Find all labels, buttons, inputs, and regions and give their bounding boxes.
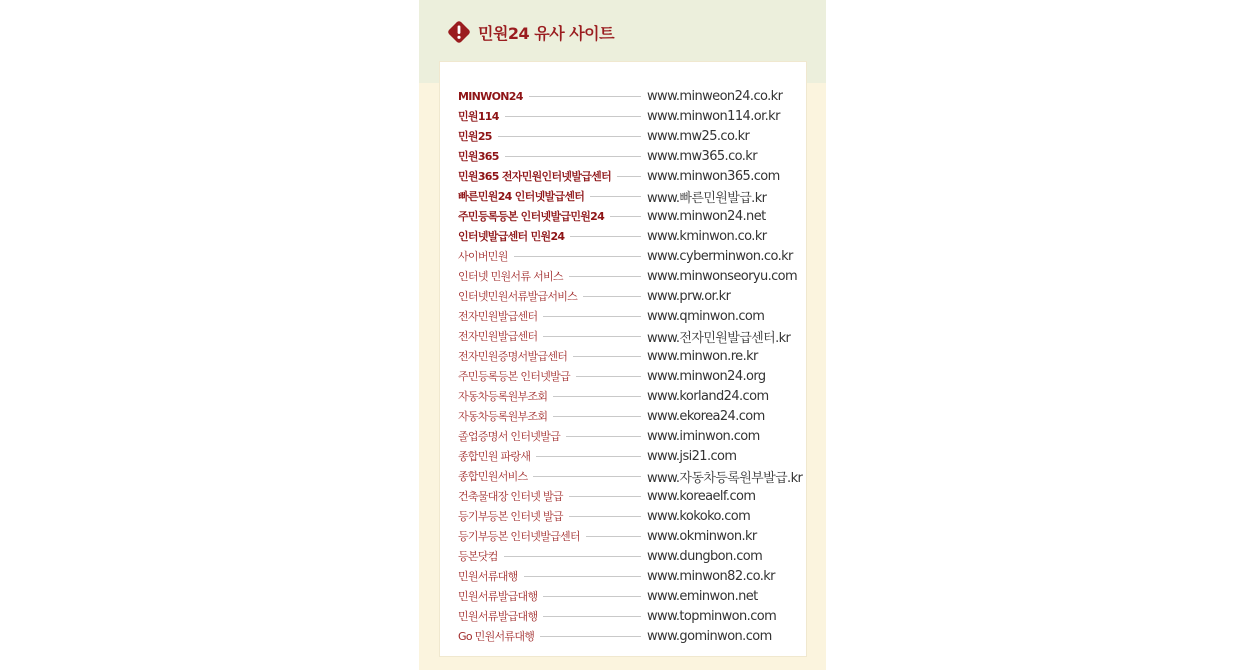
leader-line xyxy=(553,416,641,417)
site-name: MINWON24 xyxy=(458,89,523,103)
leader-line xyxy=(504,556,641,557)
site-url-link[interactable]: www.jsi21.com xyxy=(647,448,737,464)
site-url-link[interactable]: www.kokoko.com xyxy=(647,508,751,524)
list-item[interactable] xyxy=(458,546,803,566)
leader-line xyxy=(573,356,641,357)
site-name: 인터넷 민원서류 서비스 xyxy=(458,270,563,283)
site-name: 종합민원서비스 xyxy=(458,470,528,483)
list-item[interactable] xyxy=(458,186,803,206)
site-name: 민원365 전자민원인터넷발급센터 xyxy=(458,170,612,183)
site-url-link[interactable]: www.okminwon.kr xyxy=(647,528,757,544)
site-url-link[interactable]: www.prw.or.kr xyxy=(647,288,731,304)
site-name: 민원114 xyxy=(458,110,499,123)
leader-line xyxy=(610,216,641,217)
leader-line xyxy=(498,136,641,137)
list-item[interactable] xyxy=(458,526,803,546)
leader-line xyxy=(505,156,641,157)
site-url-link[interactable]: www.iminwon.com xyxy=(647,428,760,444)
site-url-link[interactable]: www.전자민원발급센터.kr xyxy=(647,330,791,346)
site-list-card xyxy=(439,61,807,657)
site-name: 전자민원발급센터 xyxy=(458,330,538,343)
site-name: 빠른민원24 인터넷발급센터 xyxy=(458,190,585,203)
leader-line xyxy=(536,456,641,457)
site-url-link[interactable]: www.minwon.re.kr xyxy=(647,348,758,364)
site-name: 등기부등본 인터넷 발급 xyxy=(458,510,563,523)
site-name: 등본닷컴 xyxy=(458,550,498,563)
leader-line xyxy=(543,596,641,597)
site-url-link[interactable]: www.korland24.com xyxy=(647,388,769,404)
site-url-link[interactable]: www.qminwon.com xyxy=(647,308,765,324)
list-item[interactable] xyxy=(458,266,803,286)
leader-line xyxy=(569,516,641,517)
leader-line xyxy=(570,236,641,237)
site-url-link[interactable]: www.topminwon.com xyxy=(647,608,777,624)
site-url-link[interactable]: www.minwon24.net xyxy=(647,208,766,224)
site-name: 사이버민원 xyxy=(458,250,508,263)
list-item[interactable] xyxy=(458,126,803,146)
leader-line xyxy=(543,336,641,337)
site-url-link[interactable]: www.minwon82.co.kr xyxy=(647,568,775,584)
list-item[interactable] xyxy=(458,566,803,586)
site-url-link[interactable]: www.dungbon.com xyxy=(647,548,763,564)
site-name: 전자민원증명서발급센터 xyxy=(458,350,568,363)
leader-line xyxy=(505,116,641,117)
site-name: 민원365 xyxy=(458,150,499,163)
site-name: 주민등록등본 인터넷발급민원24 xyxy=(458,210,605,223)
page-title: 민원24 유사 사이트 xyxy=(478,23,615,43)
list-item[interactable] xyxy=(458,586,803,606)
site-url-link[interactable]: www.minwon114.or.kr xyxy=(647,108,780,124)
warning-icon xyxy=(446,19,472,45)
leader-line xyxy=(529,96,641,97)
site-name: 전자민원발급센터 xyxy=(458,310,538,323)
site-name: 자동차등록원부조회 xyxy=(458,390,548,403)
leader-line xyxy=(590,196,641,197)
list-item[interactable] xyxy=(458,106,803,126)
leader-line xyxy=(586,536,641,537)
list-item[interactable] xyxy=(458,426,803,446)
site-name: 등기부등본 인터넷발급센터 xyxy=(458,530,580,543)
list-item[interactable] xyxy=(458,446,803,466)
site-url-link[interactable]: www.minweon24.co.kr xyxy=(647,88,783,104)
leader-line xyxy=(583,296,641,297)
list-item[interactable] xyxy=(458,226,803,246)
site-url-link[interactable]: www.mw25.co.kr xyxy=(647,128,750,144)
similar-sites-panel xyxy=(419,0,826,670)
site-url-link[interactable]: www.minwon365.com xyxy=(647,168,780,184)
site-name: Go 민원서류대행 xyxy=(458,630,535,643)
site-url-link[interactable]: www.minwonseoryu.com xyxy=(647,268,798,284)
list-item[interactable] xyxy=(458,606,803,626)
site-name: 민원서류발급대행 xyxy=(458,610,538,623)
list-item[interactable] xyxy=(458,486,803,506)
leader-line xyxy=(543,316,641,317)
site-url-link[interactable]: www.자동차등록원부발급.kr xyxy=(647,470,803,486)
site-url-link[interactable]: www.cyberminwon.co.kr xyxy=(647,248,793,264)
site-name: 종합민원 파랑새 xyxy=(458,450,531,463)
list-item[interactable] xyxy=(458,206,803,226)
site-url-link[interactable]: www.kminwon.co.kr xyxy=(647,228,767,244)
site-url-link[interactable]: www.mw365.co.kr xyxy=(647,148,757,164)
site-name: 민원25 xyxy=(458,130,492,143)
leader-line xyxy=(524,576,641,577)
site-url-link[interactable]: www.ekorea24.com xyxy=(647,408,765,424)
list-item[interactable] xyxy=(458,346,803,366)
list-item[interactable] xyxy=(458,86,803,106)
site-name: 민원서류대행 xyxy=(458,570,518,583)
site-list xyxy=(458,86,803,646)
leader-line xyxy=(553,396,641,397)
site-url-link[interactable]: www.빠른민원발급.kr xyxy=(647,190,767,206)
site-name: 주민등록등본 인터넷발급 xyxy=(458,370,570,383)
list-item[interactable] xyxy=(458,626,803,646)
site-name: 건축물대장 인터넷 발급 xyxy=(458,490,563,503)
list-item[interactable] xyxy=(458,166,803,186)
list-item[interactable] xyxy=(458,146,803,166)
leader-line xyxy=(569,496,641,497)
leader-line xyxy=(543,616,641,617)
list-item[interactable] xyxy=(458,246,803,266)
list-item[interactable] xyxy=(458,286,803,306)
panel-header xyxy=(446,18,614,46)
leader-line xyxy=(576,376,641,377)
site-url-link[interactable]: www.gominwon.com xyxy=(647,628,772,644)
leader-line xyxy=(566,436,641,437)
site-name: 민원서류발급대행 xyxy=(458,590,538,603)
list-item[interactable] xyxy=(458,366,803,386)
site-name: 인터넷발급센터 민원24 xyxy=(458,230,565,243)
site-name: 졸업증명서 인터넷발급 xyxy=(458,430,561,443)
site-name: 인터넷민원서류발급서비스 xyxy=(458,290,578,303)
site-url-link[interactable]: www.minwon24.org xyxy=(647,368,766,384)
site-url-link[interactable]: www.koreaelf.com xyxy=(647,488,756,504)
leader-line xyxy=(540,636,641,637)
leader-line xyxy=(533,476,641,477)
site-url-link[interactable]: www.eminwon.net xyxy=(647,588,758,604)
leader-line xyxy=(514,256,641,257)
list-item[interactable] xyxy=(458,326,803,346)
leader-line xyxy=(617,176,641,177)
list-item[interactable] xyxy=(458,386,803,406)
list-item[interactable] xyxy=(458,406,803,426)
leader-line xyxy=(569,276,641,277)
list-item[interactable] xyxy=(458,466,803,486)
list-item[interactable] xyxy=(458,506,803,526)
site-name: 자동차등록원부조회 xyxy=(458,410,548,423)
list-item[interactable] xyxy=(458,306,803,326)
